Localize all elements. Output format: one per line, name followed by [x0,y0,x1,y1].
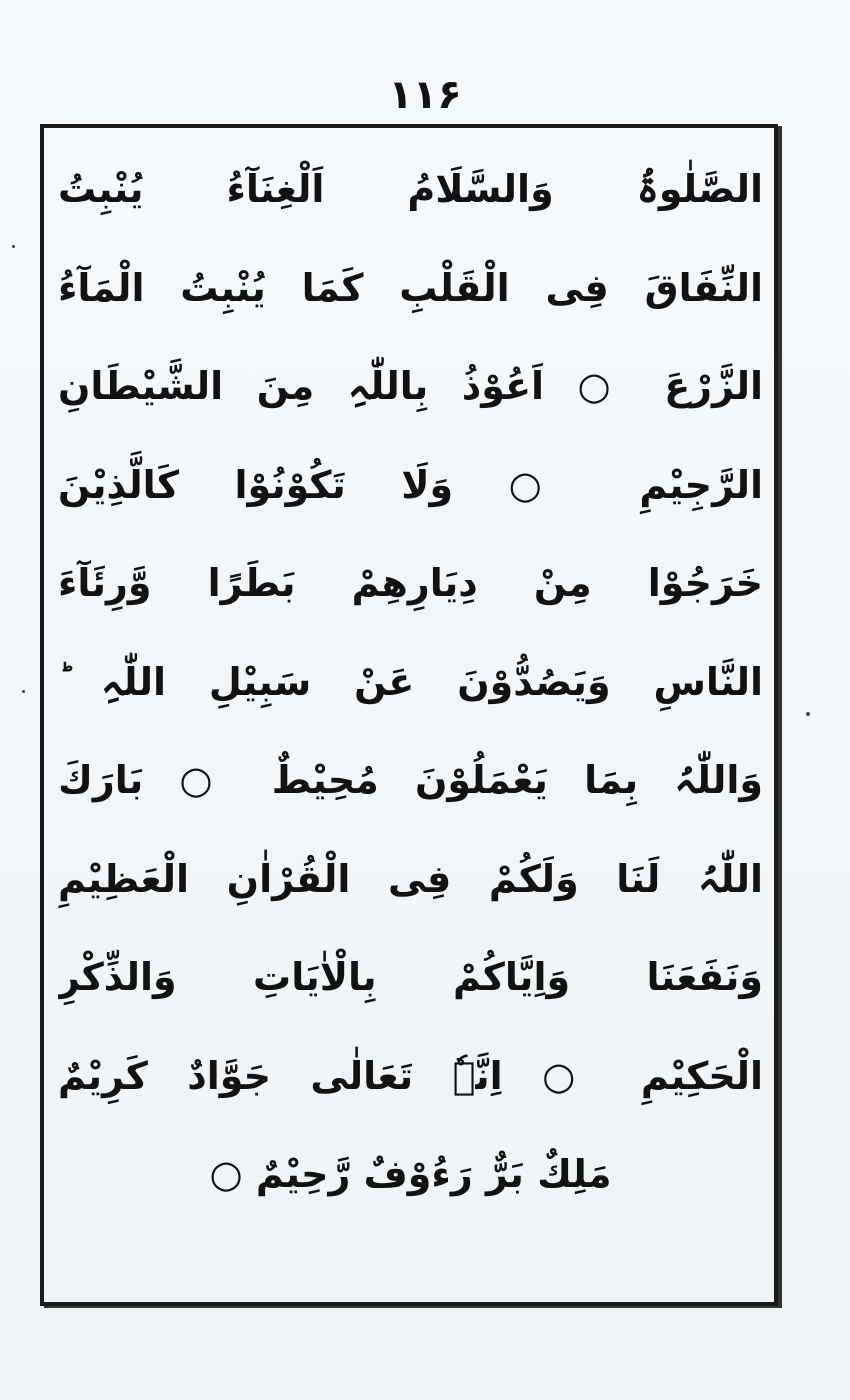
text-line-3: الزَّرْعَ ○ اَعُوْذُ بِاللّٰہِ مِنَ الشَّیْطَانِ [58,364,763,408]
arabic-text-block [58,140,763,1224]
page-number: ۱۱۶ [388,72,462,118]
text-line-1: الصَّلٰوۃُ وَالسَّلَامُ اَلْغِنَآءُ یُنْبِتُ [58,167,763,211]
text-line-6: النَّاسِ وَیَصُدُّوْنَ عَنْ سَبِیْلِ اللّٰہِ ؕ [58,659,763,704]
text-line-11: مَلِكٌ بَرٌّ رَءُوْفٌ رَّحِیْمٌ ○ [209,1152,612,1196]
text-line-10: الْحَکِیْمِ ○ اِنَّہٗ تَعَالٰی جَوَّادٌ کَرِیْمٌ [58,1053,763,1098]
text-line-7: وَاللّٰہُ بِمَا یَعْمَلُوْنَ مُحِیْطٌ ○ بَارَكَ [58,758,763,802]
text-line-5: خَرَجُوْا مِنْ دِیَارِھِمْ بَطَرًا وَّرِئَآءَ [58,561,763,605]
paper-speck [22,690,25,693]
paper-speck [806,712,810,716]
text-line-2: النِّفَاقَ فِی الْقَلْبِ کَمَا یُنْبِتُ الْمَآءُ [58,265,763,310]
text-line-9: وَنَفَعَنَا وَاِیَّاکُمْ بِالْاٰیَاتِ وَالذِّکْرِ [58,955,763,999]
text-line-8: اللّٰہُ لَنَا وَلَکُمْ فِی الْقُرْاٰنِ الْعَظِیْمِ [58,856,763,901]
text-line-4: الرَّجِیْمِ ○ وَلَا تَکُوْنُوْا کَالَّذِیْنَ [58,462,763,507]
paper-speck [12,245,15,248]
